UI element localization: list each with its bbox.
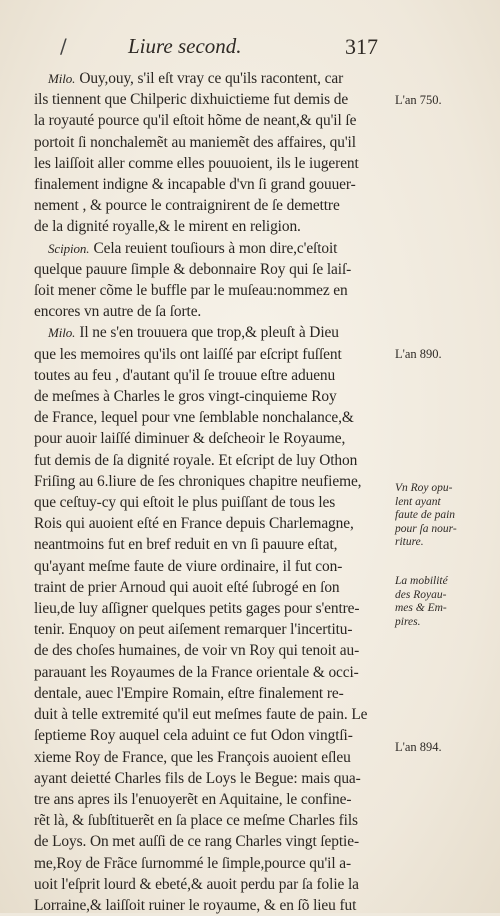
- text-line: [34, 683, 390, 704]
- line-text: tre ans apres ils l'enuoyerẽt en Aquitaine, le confine-: [34, 790, 352, 808]
- page-header: [0, 34, 500, 64]
- main-text-block: [34, 68, 390, 916]
- line-text: rẽt là, & ſubſtituerẽt en ſa place ce meſme Charles fils: [34, 812, 358, 830]
- text-line: [34, 280, 390, 301]
- line-text: de la dignité royalle,& le mirent en religion.: [34, 218, 301, 236]
- text-line: [34, 853, 390, 874]
- text-line: [34, 831, 390, 852]
- margin-note-year-890: L'an 890.: [395, 347, 442, 361]
- margin-note-king-without-bread: [395, 482, 487, 550]
- text-line: [34, 874, 390, 895]
- margin-note-line: La mobilité: [395, 575, 448, 587]
- line-text: les laiſſoit aller comme elles pouuoient, ils le iugerent: [34, 154, 359, 172]
- text-line: [34, 704, 390, 725]
- line-text: ſoit mener cõme le buffle par le muſeau:nommez en: [34, 282, 348, 300]
- line-text: me,Roy de Frãce ſurnommé le ſimple,pource qu'il a-: [34, 854, 352, 872]
- margin-note-line: pires.: [395, 615, 421, 628]
- line-text: qu'ayant meſme faute de viure ordinaire, il fut con-: [34, 557, 343, 575]
- text-line: [34, 428, 390, 449]
- margin-note-line: mes & Em-: [395, 602, 447, 614]
- line-text: parauant les Royaumes de la France orientale & occi-: [34, 663, 359, 681]
- text-line: [34, 513, 390, 534]
- margin-note-year-894: L'an 894.: [395, 740, 442, 754]
- text-line: [34, 492, 390, 513]
- text-line: [34, 153, 390, 174]
- text-line: [34, 577, 390, 598]
- line-text: nement , & pource le contraignirent de ſe demettre: [34, 197, 340, 215]
- line-text: Friſing au 6.liure de ſes chroniques chapitre neufieme,: [34, 472, 362, 490]
- line-text: de France, lequel pour vne ſemblable nonchalance,&: [34, 409, 354, 427]
- line-text: que ceſtuy-cy qui eſtoit le plus puiſſant de tous les: [34, 494, 336, 512]
- line-text: xieme Roy de France, que les François auoient eſleu: [34, 748, 351, 766]
- speaker-name: Milo.: [48, 325, 76, 341]
- text-line: [34, 662, 390, 683]
- text-line: [34, 301, 390, 322]
- line-text: fut demis de ſa dignité royale. Et eſcript de luy Othon: [34, 451, 358, 469]
- page-number: 317: [345, 34, 378, 59]
- speaker-name: Scipion.: [48, 240, 90, 256]
- line-text: encores vn autre de ſa ſorte.: [34, 303, 202, 321]
- margin-note-line: lent ayant: [395, 495, 441, 508]
- margin-mark: /: [60, 34, 67, 58]
- text-line: [34, 132, 390, 153]
- text-line: [34, 725, 390, 746]
- line-text: la royauté pource qu'il eſtoit hõme de neant,& qu'il ſe: [34, 112, 357, 130]
- margin-note-line: faute de pain: [395, 509, 456, 521]
- running-title: Liure second.: [128, 34, 242, 58]
- line-text: ſeptieme Roy auquel cela aduint ce fut Odon vingtſi-: [34, 727, 353, 745]
- text-line: [34, 68, 390, 89]
- line-text: tenir. Enquoy on peut aiſement remarquer l'incertitu-: [34, 621, 353, 639]
- text-line: [34, 747, 390, 768]
- line-text: de des choſes humaines, de voir vn Roy qui tenoit au-: [34, 642, 360, 660]
- line-text: lieu,de luy aſſigner quelques petits gages pour s'entre-: [34, 600, 360, 618]
- text-line: [34, 386, 390, 407]
- text-line: [34, 365, 390, 386]
- text-line: [34, 556, 390, 577]
- margin-note-line: Vn Roy opu-: [395, 482, 453, 494]
- text-line: [34, 259, 390, 280]
- line-text: Ouy,ouy, s'il eſt vray ce qu'ils racontent, car: [79, 70, 344, 87]
- text-line: [34, 789, 390, 810]
- line-text: de meſmes à Charles le gros vingt-cinquieme Roy: [34, 388, 337, 406]
- margin-note-line: riture.: [395, 536, 424, 548]
- line-text: Cela reuient touſiours à mon dire,c'eſtoit: [93, 239, 338, 257]
- line-text: traint de prier Arnoud qui auoit eſté ſubrogé en ſon: [34, 578, 340, 596]
- line-text: finalement indigne & incapable d'vn ſi grand gouuer-: [34, 176, 356, 194]
- line-text: ayant deietté Charles fils de Loys le Begue: mais qua-: [34, 769, 361, 787]
- line-text: que les memoires qu'ils ont laiſſé par eſcript fuſſent: [34, 345, 342, 363]
- text-line: [34, 534, 390, 555]
- line-text: de Loys. On met auſſi de ce rang Charles vingt ſeptie-: [34, 833, 359, 851]
- margin-note-mobility: [395, 575, 487, 629]
- text-line: [34, 110, 390, 131]
- text-line: [34, 344, 390, 365]
- margin-note-year-750: L'an 750.: [395, 93, 442, 107]
- text-line: [34, 810, 390, 831]
- text-line: [34, 450, 390, 471]
- line-text: uoit l'eſprit lourd & ebeté,& auoit perdu par ſa folie la: [34, 875, 359, 893]
- text-line: [34, 89, 390, 110]
- speaker-name: Milo.: [48, 71, 76, 86]
- line-text: duit à telle extremité qu'il eut meſmes faute de pain. Le: [34, 706, 368, 724]
- line-text: Lorraine,& laiſſoit ruiner le royaume, & en ſõ lieu fut: [34, 896, 357, 914]
- text-line: [34, 407, 390, 428]
- text-line: [34, 598, 390, 619]
- line-text: Il ne s'en trouuera que trop,& pleuſt à Dieu: [79, 324, 339, 342]
- text-line: [34, 322, 390, 343]
- margin-note-line: des Royau-: [395, 588, 447, 601]
- line-text: toutes au feu , d'autant qu'il ſe trouue eſtre aduenu: [34, 366, 336, 384]
- text-line: [34, 238, 390, 259]
- text-line: [34, 174, 390, 195]
- line-text: pour auoir laiſſé diminuer & deſcheoir le Royaume,: [34, 430, 346, 448]
- text-line: [34, 619, 390, 640]
- text-line: [34, 195, 390, 216]
- text-line: [34, 640, 390, 661]
- line-text: quelque pauure ſimple & debonnaire Roy qui ſe laiſ-: [34, 260, 352, 278]
- line-text: Rois qui auoient eſté en France depuis Charlemagne,: [34, 515, 354, 533]
- line-text: neantmoins fut en bref reduit en vn ſi pauure eſtat,: [34, 536, 338, 554]
- text-line: [34, 768, 390, 789]
- line-text: ils tiennent que Chilperic dixhuictieme fut demis de: [34, 91, 349, 109]
- text-line: [34, 216, 390, 237]
- line-text: dentale, auec l'Empire Romain, eſtre finalement re-: [34, 684, 344, 702]
- text-line: [34, 471, 390, 492]
- line-text: portoit ſi nonchalemẽt au maniemẽt des affaires, qu'il: [34, 133, 356, 151]
- margin-note-line: pour ſa nour-: [395, 522, 457, 535]
